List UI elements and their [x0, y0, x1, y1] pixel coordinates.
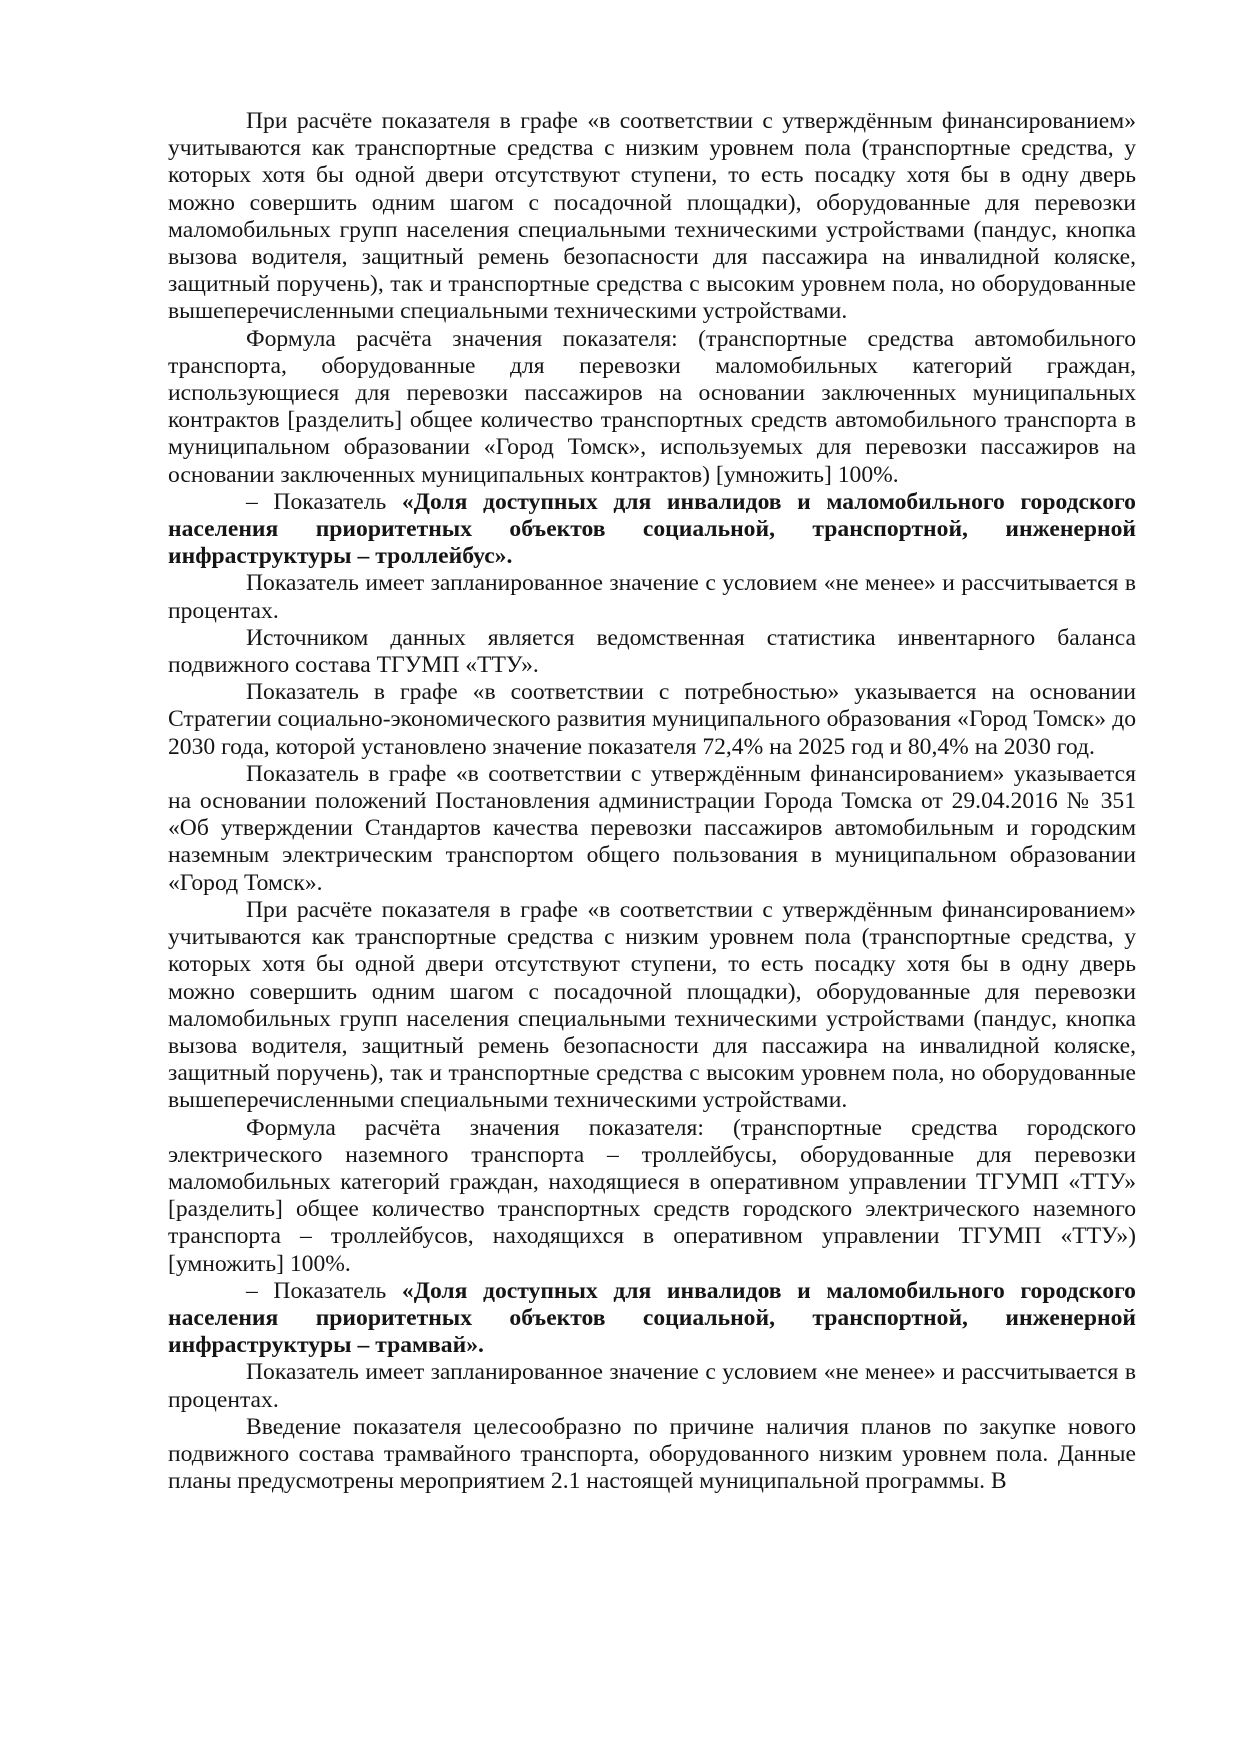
paragraph-tram-introduction: Введение показателя целесообразно по причине наличия планов по закупке нового подвижного состава трамвайного транспорта, оборудованного низким уровнем пола. Данные планы предусмотрены мероприятием 2.1 настоящей муниципальной программы. В — [168, 1413, 1136, 1495]
paragraph-low-floor-criteria: При расчёте показателя в графе «в соответствии с утверждённым финансированием» учитываются как транспортные средства с низким уровнем пола (транспортные средства, у которых хотя бы одной двери отсутствуют ступени, то есть посадку хотя бы в одну дверь можно совершить одним шагом с посадочной площадки), оборудованные для перевозки маломобильных групп населения специальными техническими устройствами (пандус, кнопка вызова водителя, защитный ремень безопасности для пассажира на инвалидной коляске, защитный поручень), так и транспортные средства с высоким уровнем пола, но оборудованные вышеперечисленными специальными техническими устройствами. — [168, 108, 1136, 325]
indicator-prefix: – Показатель — [246, 1277, 402, 1304]
document-body — [168, 108, 1136, 1495]
paragraph-planned-value-tram: Показатель имеет запланированное значение с условием «не менее» и рассчитывается в процентах. — [168, 1359, 1136, 1413]
paragraph-low-floor-criteria-trolleybus: При расчёте показателя в графе «в соответствии с утверждённым финансированием» учитываются как транспортные средства с низким уровнем пола (транспортные средства, у которых хотя бы одной двери отсутствуют ступени, то есть посадку хотя бы в одну дверь можно совершить одним шагом с посадочной площадки), оборудованные для перевозки маломобильных групп населения специальными техническими устройствами (пандус, кнопка вызова водителя, защитный ремень безопасности для пассажира на инвалидной коляске, защитный поручень), так и транспортные средства с высоким уровнем пола, но оборудованные вышеперечисленными специальными техническими устройствами. — [168, 896, 1136, 1114]
paragraph-strategy-need: Показатель в графе «в соответствии с потребностью» указывается на основании Стратегии социально-экономического развития муниципального образования «Город Томск» до 2030 года, которой установлено значение показателя 72,4% на 2025 год и 80,4% на 2030 год. — [168, 679, 1136, 760]
indicator-prefix: – Показатель — [246, 488, 402, 515]
paragraph-resolution-basis: Показатель в графе «в соответствии с утверждённым финансированием» указывается на основании положений Постановления администрации Города Томска от 29.04.2016 № 351 «Об утверждении Стандартов качества перевозки пассажиров автомобильным и городским наземным электрическим транспортом общего пользования в муниципальном образовании «Город Томск». — [168, 760, 1136, 896]
paragraph-formula-trolleybus: Формула расчёта значения показателя: (транспортные средства городского электрического наземного транспорта – троллейбусы, оборудованные для перевозки маломобильных категорий граждан, находящиеся в оперативном управлении ТГУМП «ТТУ» [разделить] общее количество транспортных средств городского электрического наземного транспорта – троллейбусов, находящихся в оперативном управлении ТГУМП «ТТУ») [умножить] 100%. — [168, 1114, 1136, 1277]
paragraph-planned-value: Показатель имеет запланированное значение с условием «не менее» и рассчитывается в процентах. — [168, 570, 1136, 624]
indicator-title-trolleybus: «Доля доступных для инвалидов и маломобильного городского населения приоритетных объектов социальной, транспортной, инженерной инфраструктуры – троллейбус». — [168, 488, 1136, 570]
paragraph-data-source: Источником данных является ведомственная статистика инвентарного баланса подвижного состава ТГУМП «ТТУ». — [168, 624, 1136, 679]
paragraph-indicator-trolleybus-heading — [168, 489, 1136, 571]
paragraph-formula-bus: Формула расчёта значения показателя: (транспортные средства автомобильного транспорта, оборудованные для перевозки маломобильных категорий граждан, использующиеся для перевозки пассажиров на основании заключенных муниципальных контрактов [разделить] общее количество транспортных средств автомобильного транспорта в муниципальном образовании «Город Томск», используемых для перевозки пассажиров на основании заключенных муниципальных контрактов) [умножить] 100%. — [168, 325, 1136, 488]
indicator-title-tram: «Доля доступных для инвалидов и маломобильного городского населения приоритетных объектов социальной, транспортной, инженерной инфраструктуры – трамвай». — [168, 1277, 1136, 1359]
paragraph-indicator-tram-heading — [168, 1278, 1136, 1360]
